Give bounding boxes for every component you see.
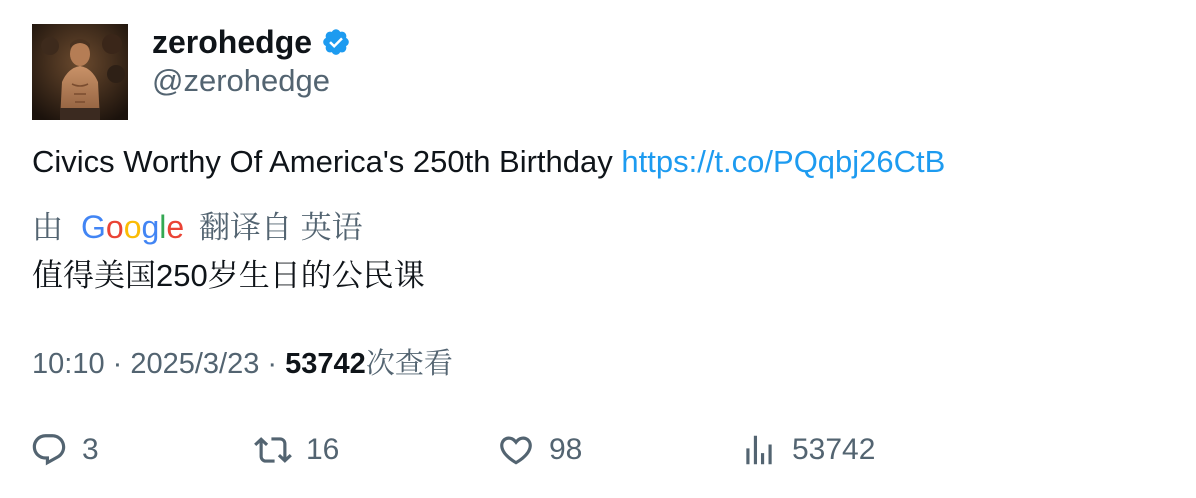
- google-logo: [81, 209, 185, 246]
- avatar[interactable]: [32, 24, 128, 120]
- views-count: 53742: [285, 348, 366, 380]
- views-label: 次查看: [365, 348, 453, 380]
- translated-by-label: 由: [32, 210, 63, 245]
- tweet-text: [32, 142, 945, 182]
- translation-attribution[interactable]: [32, 208, 363, 248]
- tweet-link[interactable]: https://t.co/PQqbj26CtB: [621, 144, 946, 179]
- retweet-count: 16: [306, 433, 340, 466]
- avatar-image: [32, 24, 128, 120]
- views-icon: [740, 431, 778, 469]
- author-handle[interactable]: @zerohedge: [152, 63, 330, 98]
- views-button[interactable]: [740, 430, 875, 470]
- retweet-button[interactable]: [254, 430, 339, 470]
- like-button[interactable]: [497, 430, 582, 470]
- views-action-count: 53742: [792, 433, 876, 466]
- tweet-date[interactable]: 2025/3/23: [130, 348, 260, 380]
- reply-button[interactable]: [30, 430, 99, 470]
- reply-count: 3: [82, 433, 99, 466]
- tweet-time[interactable]: 10:10: [32, 348, 105, 380]
- translated-text: 值得美国250岁生日的公民课: [32, 258, 425, 293]
- meta-separator: ·: [104, 348, 131, 380]
- author-display-name[interactable]: zerohedge: [152, 24, 313, 60]
- retweet-icon: [254, 431, 292, 469]
- author-name-row[interactable]: [152, 22, 351, 62]
- tweet-body: Civics Worthy Of America's 250th Birthday: [32, 144, 622, 179]
- tweet-meta: [32, 344, 453, 384]
- svg-text:Google: Google: [81, 209, 185, 245]
- translated-from-label: 翻译自 英语: [199, 210, 363, 245]
- meta-separator: ·: [259, 348, 286, 380]
- verified-badge-icon: [321, 27, 351, 57]
- reply-icon: [30, 431, 68, 469]
- like-count: 98: [549, 433, 583, 466]
- like-icon: [497, 431, 535, 469]
